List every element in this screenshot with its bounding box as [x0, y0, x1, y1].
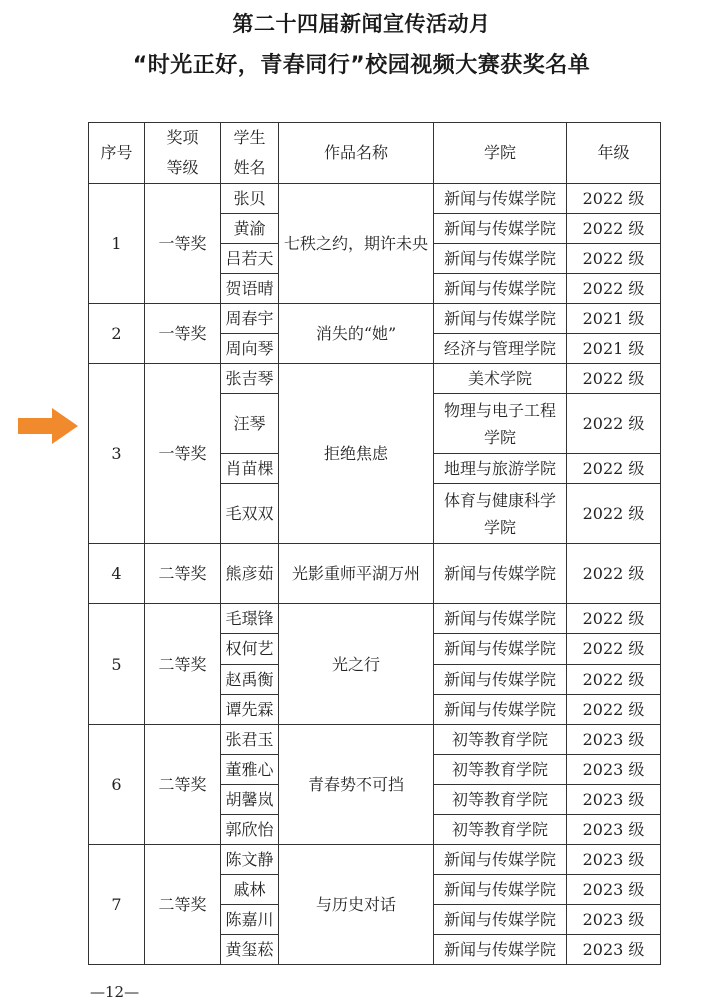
school-name: 新闻与传媒学院: [434, 904, 567, 934]
grade-year: 2021 级: [567, 334, 661, 364]
student-name: 贺语晴: [221, 274, 279, 304]
student-name: 熊彦茹: [221, 544, 279, 604]
student-name: 张贝: [221, 184, 279, 214]
work-title: 光之行: [279, 604, 434, 724]
student-name: 肖苗棵: [221, 454, 279, 484]
header-school: 学院: [434, 123, 567, 184]
table-row: [89, 364, 661, 394]
table-row: [89, 184, 661, 214]
table-row: [89, 604, 661, 634]
header-student-name-line1: 学生: [233, 128, 266, 147]
entry-number: 3: [89, 364, 145, 544]
grade-year: 2023 级: [567, 934, 661, 964]
arrow-right-icon: [18, 408, 78, 444]
school-name: 新闻与传媒学院: [434, 244, 567, 274]
student-name: 毛璟锋: [221, 604, 279, 634]
student-name: 周春宇: [221, 304, 279, 334]
grade-year: 2022 级: [567, 544, 661, 604]
table-header-row: [89, 123, 661, 184]
grade-year: 2023 级: [567, 844, 661, 874]
work-title: 青春势不可挡: [279, 724, 434, 844]
school-name: 美术学院: [434, 364, 567, 394]
page-number: —12—: [90, 983, 140, 1001]
grade-year: 2022 级: [567, 394, 661, 454]
grade-year: 2023 级: [567, 904, 661, 934]
grade-year: 2023 级: [567, 874, 661, 904]
award-level: 一等奖: [145, 364, 221, 544]
school-name: 初等教育学院: [434, 784, 567, 814]
grade-year: 2023 级: [567, 754, 661, 784]
award-level: 一等奖: [145, 184, 221, 304]
school-name: 体育与健康科学学院: [434, 484, 567, 544]
header-award-level-line2: 等级: [166, 158, 199, 177]
student-name: 吕若天: [221, 244, 279, 274]
award-level: 二等奖: [145, 544, 221, 604]
grade-year: 2023 级: [567, 814, 661, 844]
school-name: 经济与管理学院: [434, 334, 567, 364]
grade-year: 2022 级: [567, 454, 661, 484]
award-level: 二等奖: [145, 724, 221, 844]
header-grade: 年级: [567, 123, 661, 184]
student-name: 张吉琴: [221, 364, 279, 394]
student-name: 黄玺菘: [221, 934, 279, 964]
student-name: 陈文静: [221, 844, 279, 874]
school-name: 新闻与传媒学院: [434, 214, 567, 244]
grade-year: 2022 级: [567, 634, 661, 664]
grade-year: 2022 级: [567, 274, 661, 304]
grade-year: 2021 级: [567, 304, 661, 334]
school-name: 新闻与传媒学院: [434, 604, 567, 634]
student-name: 张君玉: [221, 724, 279, 754]
grade-year: 2022 级: [567, 694, 661, 724]
student-name: 汪琴: [221, 394, 279, 454]
header-student-name: [221, 123, 279, 184]
school-name: 新闻与传媒学院: [434, 664, 567, 694]
work-title: 与历史对话: [279, 844, 434, 964]
grade-year: 2022 级: [567, 184, 661, 214]
table-row: [89, 544, 661, 604]
header-award-level: [145, 123, 221, 184]
student-name: 陈嘉川: [221, 904, 279, 934]
student-name: 周向琴: [221, 334, 279, 364]
table-body: [89, 184, 661, 965]
entry-number: 1: [89, 184, 145, 304]
student-name: 郭欣怡: [221, 814, 279, 844]
grade-year: 2023 级: [567, 724, 661, 754]
school-name: 新闻与传媒学院: [434, 694, 567, 724]
school-name: 新闻与传媒学院: [434, 874, 567, 904]
award-table: [88, 122, 661, 965]
header-no: 序号: [89, 123, 145, 184]
grade-year: 2022 级: [567, 604, 661, 634]
document-title: 第二十四届新闻宣传活动月: [232, 12, 491, 36]
entry-number: 7: [89, 844, 145, 964]
grade-year: 2022 级: [567, 484, 661, 544]
grade-year: 2022 级: [567, 664, 661, 694]
school-name: 初等教育学院: [434, 754, 567, 784]
student-name: 胡馨岚: [221, 784, 279, 814]
school-name: 物理与电子工程学院: [434, 394, 567, 454]
student-name: 权何艺: [221, 634, 279, 664]
entry-number: 4: [89, 544, 145, 604]
header-work-title: 作品名称: [279, 123, 434, 184]
school-name: 新闻与传媒学院: [434, 934, 567, 964]
table-row: [89, 724, 661, 754]
table-row: [89, 304, 661, 334]
entry-number: 5: [89, 604, 145, 724]
school-name: 初等教育学院: [434, 724, 567, 754]
award-level: 一等奖: [145, 304, 221, 364]
student-name: 董雅心: [221, 754, 279, 784]
award-level: 二等奖: [145, 844, 221, 964]
work-title: 消失的“她”: [279, 304, 434, 364]
school-name: 地理与旅游学院: [434, 454, 567, 484]
school-name: 新闻与传媒学院: [434, 544, 567, 604]
student-name: 毛双双: [221, 484, 279, 544]
school-name: 新闻与传媒学院: [434, 634, 567, 664]
header-student-name-line2: 姓名: [233, 158, 266, 177]
school-name: 新闻与传媒学院: [434, 184, 567, 214]
student-name: 戚林: [221, 874, 279, 904]
table-row: [89, 844, 661, 874]
work-title: 光影重师平湖万州: [279, 544, 434, 604]
entry-number: 2: [89, 304, 145, 364]
student-name: 谭先霖: [221, 694, 279, 724]
document-subtitle: “时光正好，青春同行”校园视频大赛获奖名单: [132, 53, 591, 78]
grade-year: 2022 级: [567, 364, 661, 394]
school-name: 新闻与传媒学院: [434, 274, 567, 304]
grade-year: 2022 级: [567, 244, 661, 274]
entry-number: 6: [89, 724, 145, 844]
student-name: 赵禹衡: [221, 664, 279, 694]
grade-year: 2022 级: [567, 214, 661, 244]
school-name: 新闻与传媒学院: [434, 844, 567, 874]
work-title: 七秩之约，期许未央: [279, 184, 434, 304]
work-title: 拒绝焦虑: [279, 364, 434, 544]
school-name: 初等教育学院: [434, 814, 567, 844]
school-name: 新闻与传媒学院: [434, 304, 567, 334]
grade-year: 2023 级: [567, 784, 661, 814]
header-award-level-line1: 奖项: [166, 128, 199, 147]
student-name: 黄渝: [221, 214, 279, 244]
award-level: 二等奖: [145, 604, 221, 724]
